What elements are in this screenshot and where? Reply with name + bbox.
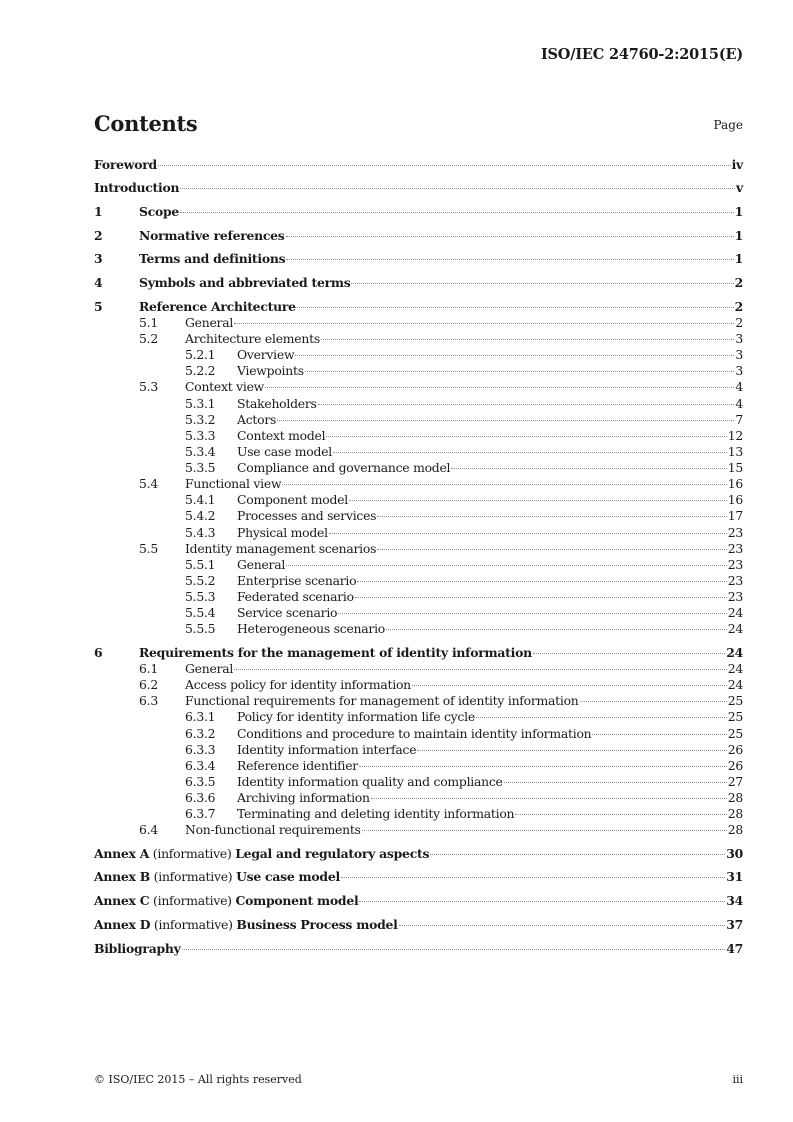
toc-entry-number: 6.3.5 <box>185 774 216 789</box>
toc-entry[interactable] <box>94 412 743 428</box>
toc-entry-title[interactable] <box>237 347 294 363</box>
toc-entry[interactable] <box>94 661 743 677</box>
page-column-label: Page <box>713 118 743 132</box>
toc-entry-page: 28 <box>727 822 743 837</box>
dot-leader <box>504 782 727 783</box>
toc-entry-page: 24 <box>726 645 743 660</box>
toc-entry-title[interactable] <box>185 661 233 677</box>
toc-entry-title[interactable] <box>237 605 337 621</box>
toc-entry[interactable] <box>94 315 743 331</box>
toc-entry-title[interactable] <box>237 428 325 444</box>
toc-entry-number: 3 <box>94 251 103 266</box>
toc-entry[interactable] <box>94 822 743 838</box>
toc-entry-title[interactable] <box>237 774 503 790</box>
toc-entry-number: 1 <box>94 204 103 219</box>
toc-entry-number: 6.3.4 <box>185 758 216 773</box>
toc-entry-number: 5.5.5 <box>185 621 216 636</box>
toc-entry[interactable] <box>94 806 743 822</box>
toc-entry-page: 28 <box>727 790 743 805</box>
toc-entry-page: 16 <box>727 492 743 507</box>
dot-leader <box>357 581 726 582</box>
toc-entry-title[interactable] <box>94 180 179 196</box>
toc-entry-title[interactable] <box>139 275 350 291</box>
toc-entry-title-text: General <box>237 557 286 572</box>
toc-entry-number: 5.3.1 <box>185 396 216 411</box>
toc-entry-title[interactable] <box>237 460 450 476</box>
toc-entry[interactable] <box>94 726 743 742</box>
toc-entry-page: 23 <box>727 573 743 588</box>
dot-leader <box>533 653 725 654</box>
dot-leader <box>451 468 726 469</box>
toc-entry-number: 5.2.1 <box>185 347 216 362</box>
dot-leader <box>297 307 734 308</box>
toc-entry-page: 23 <box>727 557 743 572</box>
toc-entry-title-text: Introduction <box>94 180 180 195</box>
toc-entry-title[interactable] <box>94 157 157 173</box>
dot-leader <box>234 669 727 670</box>
toc-entry-page: 23 <box>727 541 743 556</box>
toc-entry-number: 5.5.3 <box>185 589 216 604</box>
dot-leader <box>333 452 727 453</box>
toc-entry-page: 3 <box>735 363 743 378</box>
dot-leader <box>592 734 726 735</box>
toc-entry-page: 25 <box>727 709 743 724</box>
dot-leader <box>359 901 725 902</box>
toc-entry-title[interactable] <box>185 476 281 492</box>
toc-entry-number: 5.4.2 <box>185 508 216 523</box>
toc-entry-title-text: Annex A <box>94 846 150 861</box>
toc-entry-number: 6.1 <box>139 661 158 676</box>
toc-entry-number: 6.3.2 <box>185 726 216 741</box>
toc-entry-page: 25 <box>727 726 743 741</box>
toc-entry-title-text: Normative references <box>139 228 285 243</box>
dot-leader <box>329 533 727 534</box>
toc-entry-number: 6.3.1 <box>185 709 216 724</box>
toc-entry[interactable] <box>94 917 743 933</box>
dot-leader <box>580 701 727 702</box>
toc-entry[interactable] <box>94 363 743 379</box>
toc-entry-title-text: Conditions and procedure to maintain identity information <box>237 726 592 741</box>
toc-entry-number: 6.2 <box>139 677 158 692</box>
toc-entry-title[interactable] <box>139 251 285 267</box>
toc-entry-number: 5.3.4 <box>185 444 216 459</box>
toc-entry-page: 3 <box>735 331 743 346</box>
dot-leader <box>158 165 731 166</box>
toc-entry-title-text: Terms and definitions <box>139 251 286 266</box>
toc-entry[interactable] <box>94 476 743 492</box>
toc-entry-page: 4 <box>735 379 743 394</box>
toc-entry-title-text: Non-functional requirements <box>185 822 361 837</box>
dot-leader <box>417 750 726 751</box>
dot-leader <box>182 949 726 950</box>
annex-title-text: Component model <box>235 893 359 908</box>
toc-entry-title-text: Functional view <box>185 476 282 491</box>
toc-entry[interactable] <box>94 347 743 363</box>
document-code: ISO/IEC 24760-2:2015(E) <box>540 46 743 63</box>
toc-entry-number: 5.4 <box>139 476 158 491</box>
toc-entry-number: 5.5.1 <box>185 557 216 572</box>
dot-leader <box>362 830 727 831</box>
toc-entry-title[interactable] <box>237 726 591 742</box>
toc-entry-title[interactable] <box>185 822 361 838</box>
toc-entry-page: 34 <box>726 893 743 908</box>
dot-leader <box>282 484 726 485</box>
dot-leader <box>341 877 725 878</box>
annex-title-text: Business Process model <box>236 917 398 932</box>
dot-leader <box>338 613 726 614</box>
toc-entry-title-text: Service scenario <box>237 605 338 620</box>
dot-leader <box>234 323 734 324</box>
toc-entry-title[interactable] <box>185 693 579 709</box>
dot-leader <box>371 798 727 799</box>
toc-entry-title[interactable] <box>237 742 416 758</box>
toc-entry-page: 47 <box>726 941 743 956</box>
dot-leader <box>476 717 727 718</box>
toc-entry-title-text: Physical model <box>237 525 328 540</box>
toc-entry-title-text: Heterogeneous scenario <box>237 621 385 636</box>
toc-entry-page: 15 <box>727 460 743 475</box>
toc-entry[interactable] <box>94 573 743 589</box>
dot-leader <box>318 404 735 405</box>
dot-leader <box>359 766 727 767</box>
toc-entry-title[interactable] <box>237 589 354 605</box>
toc-entry-title-text: Viewpoints <box>237 363 304 378</box>
toc-entry[interactable] <box>94 774 743 790</box>
dot-leader <box>377 549 727 550</box>
toc-entry-page: 7 <box>735 412 743 427</box>
toc-entry-number: 5.5.2 <box>185 573 216 588</box>
toc-entry-page: v <box>736 180 743 195</box>
toc-entry[interactable] <box>94 941 743 957</box>
toc-entry[interactable] <box>94 869 743 885</box>
toc-entry-title-text: Context model <box>237 428 326 443</box>
toc-entry-title-text: Scope <box>139 204 180 219</box>
toc-entry-number: 5.3 <box>139 379 158 394</box>
dot-leader <box>180 212 734 213</box>
toc-entry-page: 28 <box>727 806 743 821</box>
toc-entry-title[interactable] <box>94 846 429 862</box>
toc-entry-title-text: Enterprise scenario <box>237 573 357 588</box>
dot-leader <box>180 188 735 189</box>
toc-entry-page: 1 <box>734 204 743 219</box>
annex-informative-label: (informative) <box>150 917 237 932</box>
toc-entry-page: 24 <box>727 677 743 692</box>
toc-entry-title[interactable] <box>237 806 514 822</box>
toc-entry[interactable] <box>94 396 743 412</box>
toc-entry[interactable] <box>94 251 743 267</box>
annex-title-text: Legal and regulatory aspects <box>235 846 430 861</box>
toc-entry-title[interactable] <box>139 299 296 315</box>
toc-entry-title[interactable] <box>237 444 332 460</box>
toc-entry-title-text: Annex C <box>94 893 150 908</box>
toc-entry[interactable] <box>94 525 743 541</box>
toc-entry[interactable] <box>94 605 743 621</box>
toc-entry-title-text: Component model <box>237 492 348 507</box>
toc-entry[interactable] <box>94 228 743 244</box>
toc-entry-page: 26 <box>727 758 743 773</box>
toc-entry-title[interactable] <box>139 645 532 661</box>
toc-entry-number: 5.1 <box>139 315 158 330</box>
toc-entry-title-text: General <box>185 661 234 676</box>
toc-entry-number: 5.3.2 <box>185 412 216 427</box>
toc-entry-title-text: Identity information interface <box>237 742 417 757</box>
toc-entry-title-text: Functional requirements for management of identity information <box>185 693 579 708</box>
toc-entry-page: 37 <box>726 917 743 932</box>
toc-entry-page: 24 <box>727 605 743 620</box>
dot-leader <box>286 565 727 566</box>
dot-leader <box>265 387 734 388</box>
toc-entry-title[interactable] <box>185 379 264 395</box>
toc-entry-page: 17 <box>727 508 743 523</box>
toc-entry-title[interactable] <box>185 541 376 557</box>
toc-entry[interactable] <box>94 379 743 395</box>
toc-entry-title-text: Identity management scenarios <box>185 541 377 556</box>
toc-entry[interactable] <box>94 331 743 347</box>
toc-entry-title-text: Stakeholders <box>237 396 317 411</box>
dot-leader <box>377 516 726 517</box>
annex-informative-label: (informative) <box>149 869 237 884</box>
toc-entry-page: 16 <box>727 476 743 491</box>
toc-entry-title-text: Actors <box>237 412 277 427</box>
toc-entry-page: 3 <box>735 347 743 362</box>
toc-entry[interactable] <box>94 693 743 709</box>
toc-entry-title[interactable] <box>237 709 475 725</box>
dot-leader <box>326 436 726 437</box>
toc-entry-title-text: Policy for identity information life cycle <box>237 709 475 724</box>
toc-entry-number: 6.4 <box>139 822 158 837</box>
toc-entry-title[interactable] <box>237 790 370 806</box>
toc-entry[interactable] <box>94 557 743 573</box>
toc-entry-title[interactable] <box>94 917 398 933</box>
toc-entry-page: 23 <box>727 525 743 540</box>
toc-entry-title-text: Reference identifier <box>237 758 358 773</box>
toc-entry-number: 5 <box>94 299 103 314</box>
annex-informative-label: (informative) <box>149 893 236 908</box>
toc-entry[interactable] <box>94 460 743 476</box>
toc-entry-page: 25 <box>727 693 743 708</box>
toc-entry-title-text: Archiving information <box>237 790 370 805</box>
toc-entry-number: 5.2.2 <box>185 363 216 378</box>
contents-title: Contents <box>94 111 198 136</box>
toc-entry[interactable] <box>94 893 743 909</box>
toc-entry-page: 26 <box>727 742 743 757</box>
toc-entry-number: 4 <box>94 275 103 290</box>
dot-leader <box>412 685 727 686</box>
toc-entry-page: 2 <box>734 299 743 314</box>
toc-entry-title[interactable] <box>237 621 385 637</box>
annex-informative-label: (informative) <box>149 846 236 861</box>
toc-entry-title-text: Architecture elements <box>185 331 320 346</box>
toc-entry[interactable] <box>94 645 743 661</box>
toc-entry[interactable] <box>94 204 743 220</box>
toc-entry-number: 6 <box>94 645 103 660</box>
dot-leader <box>355 597 727 598</box>
toc-entry[interactable] <box>94 508 743 524</box>
toc-entry[interactable] <box>94 589 743 605</box>
toc-entry-page: 24 <box>727 661 743 676</box>
toc-entry-title[interactable] <box>185 331 320 347</box>
toc-entry-title-text: Reference Architecture <box>139 299 296 314</box>
toc-entry[interactable] <box>94 846 743 862</box>
toc-entry-title-text: Access policy for identity information <box>185 677 411 692</box>
dot-leader <box>286 259 733 260</box>
toc-entry-number: 5.3.3 <box>185 428 216 443</box>
toc-entry-title[interactable] <box>237 525 328 541</box>
dot-leader <box>321 339 734 340</box>
toc-entry-title-text: Foreword <box>94 157 157 172</box>
toc-entry-number: 6.3.7 <box>185 806 216 821</box>
toc-entry[interactable] <box>94 444 743 460</box>
toc-entry-number: 6.3.3 <box>185 742 216 757</box>
toc-entry-title-text: Identity information quality and compliance <box>237 774 503 789</box>
toc-entry-page: 23 <box>727 589 743 604</box>
dot-leader <box>399 925 726 926</box>
toc-entry-page: 1 <box>734 251 743 266</box>
toc-entry[interactable] <box>94 621 743 637</box>
toc-entry-title[interactable] <box>139 204 179 220</box>
toc-entry-title[interactable] <box>237 412 276 428</box>
toc-entry[interactable] <box>94 275 743 291</box>
dot-leader <box>286 236 734 237</box>
toc-entry-page: 31 <box>726 869 743 884</box>
toc-entry-title-text: Context view <box>185 379 265 394</box>
toc-entry[interactable] <box>94 790 743 806</box>
toc-entry[interactable] <box>94 299 743 315</box>
toc-entry-page: 4 <box>735 396 743 411</box>
toc-entry-title-text: Federated scenario <box>237 589 354 604</box>
dot-leader <box>386 629 727 630</box>
toc-entry-title-text: Overview <box>237 347 295 362</box>
dot-leader <box>295 355 734 356</box>
toc-entry-number: 5.5.4 <box>185 605 216 620</box>
toc-entry[interactable] <box>94 428 743 444</box>
toc-entry-title[interactable] <box>237 363 304 379</box>
toc-entry-title[interactable] <box>139 228 285 244</box>
toc-entry-page: iv <box>731 157 743 172</box>
dot-leader <box>351 283 733 284</box>
toc-entry-title-text: Annex D <box>94 917 151 932</box>
dot-leader <box>430 854 725 855</box>
toc-entry-title[interactable] <box>237 508 376 524</box>
toc-entry-page: 12 <box>727 428 743 443</box>
toc-entry-number: 5.4.3 <box>185 525 216 540</box>
toc-entry-number: 5.5 <box>139 541 158 556</box>
toc-entry[interactable] <box>94 677 743 693</box>
toc-entry[interactable] <box>94 709 743 725</box>
toc-entry-title[interactable] <box>237 492 348 508</box>
toc-entry[interactable] <box>94 758 743 774</box>
toc-entry-page: 27 <box>727 774 743 789</box>
toc-entry[interactable] <box>94 157 743 173</box>
toc-entry-number: 5.3.5 <box>185 460 216 475</box>
toc-entry-title-text: Use case model <box>237 444 332 459</box>
toc-entry-number: 5.2 <box>139 331 158 346</box>
toc-entry-title[interactable] <box>185 315 233 331</box>
toc-entry-title[interactable] <box>185 677 411 693</box>
toc-entry-title-text: Symbols and abbreviated terms <box>139 275 351 290</box>
toc-entry-title-text: Processes and services <box>237 508 377 523</box>
toc-entry-page: 2 <box>734 275 743 290</box>
toc-entry-number: 6.3.6 <box>185 790 216 805</box>
toc-entry-title[interactable] <box>237 573 356 589</box>
footer-copyright: © ISO/IEC 2015 – All rights reserved <box>94 1073 302 1086</box>
toc-entry-title[interactable] <box>237 557 285 573</box>
toc-entry-number: 5.4.1 <box>185 492 216 507</box>
toc-entry-title-text: Compliance and governance model <box>237 460 451 475</box>
toc-entry-page: 2 <box>735 315 743 330</box>
toc-entry[interactable] <box>94 492 743 508</box>
toc-entry[interactable] <box>94 541 743 557</box>
dot-leader <box>349 500 727 501</box>
toc-entry-page: 1 <box>734 228 743 243</box>
toc-entry-number: 2 <box>94 228 103 243</box>
toc-entry[interactable] <box>94 180 743 196</box>
toc-entry-title-text: Terminating and deleting identity information <box>237 806 515 821</box>
dot-leader <box>277 420 734 421</box>
toc-entry-page: 13 <box>727 444 743 459</box>
toc-entry-title-text: Requirements for the management of identity information <box>139 645 532 660</box>
dot-leader <box>515 814 726 815</box>
toc-entry-title[interactable] <box>94 893 358 909</box>
footer-page-number: iii <box>732 1073 743 1086</box>
toc-entry-number: 6.3 <box>139 693 158 708</box>
toc-entry-title-text: General <box>185 315 234 330</box>
annex-title-text: Use case model <box>236 869 340 884</box>
toc-entry-page: 30 <box>726 846 743 861</box>
toc-entry-title[interactable] <box>237 396 317 412</box>
dot-leader <box>305 371 735 372</box>
toc-entry-title[interactable] <box>237 758 358 774</box>
toc-entry[interactable] <box>94 742 743 758</box>
toc-entry-title-text: Annex B <box>94 869 150 884</box>
toc-entry-title-text: Bibliography <box>94 941 181 956</box>
toc-entry-title[interactable] <box>94 869 340 885</box>
toc-entry-page: 24 <box>727 621 743 636</box>
toc-entry-title[interactable] <box>94 941 181 957</box>
